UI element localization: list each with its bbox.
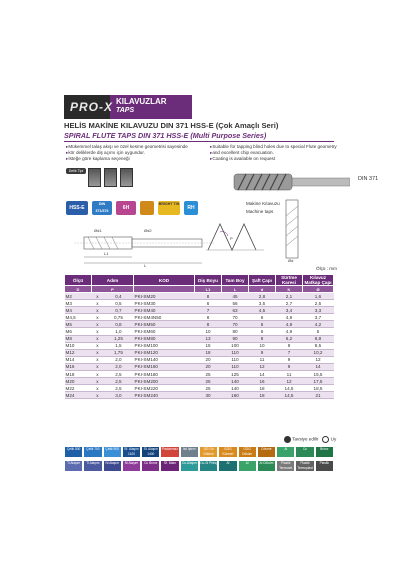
table-cell: M5: [65, 321, 92, 328]
material-chip: [103, 460, 122, 472]
table-cell: 10,2: [303, 349, 334, 356]
brand-logo: PRO-X: [70, 100, 114, 114]
material-chip: [122, 460, 141, 472]
angle-chip: RH: [184, 201, 198, 215]
table-cell: x: [92, 321, 104, 328]
table-row: [65, 371, 334, 378]
material-label: Cu-Si Pirinç: [200, 461, 218, 465]
material-chip: [83, 460, 102, 472]
feature-tr-1: ▸ Mükemmel talaş akışı ve özel kesme geometrisi sayesinde: [66, 144, 188, 150]
table-row: [65, 378, 334, 385]
material-label: Al Döküm: [259, 461, 274, 465]
sub-drill: Ø: [303, 286, 334, 293]
table-cell: PKI-SM80: [134, 335, 195, 342]
table-cell: 18,5: [303, 385, 334, 392]
table-row: [65, 385, 334, 392]
table-row: [65, 335, 334, 342]
material-chip: HSS-E: [66, 201, 88, 215]
table-cell: PKI-SM60: [134, 328, 195, 335]
table-cell: x: [92, 293, 104, 300]
material-chip: [141, 460, 160, 472]
table-cell: 6: [195, 300, 222, 307]
table-cell: 4,2: [303, 321, 334, 328]
material-label: Bronz: [320, 447, 329, 451]
table-row: [65, 293, 334, 300]
table-cell: 25: [195, 385, 222, 392]
material-chip: [122, 446, 141, 458]
dim-d1: Ød1: [94, 228, 102, 233]
table-cell: 63: [222, 307, 249, 314]
sub-l: L: [222, 286, 249, 293]
table-cell: x: [92, 378, 104, 385]
table-row: [65, 307, 334, 314]
table-cell: 25: [195, 371, 222, 378]
sub-d: d: [249, 286, 276, 293]
table-cell: 15,5: [303, 371, 334, 378]
standard-chip: DIN 371/376: [92, 201, 112, 215]
table-cell: 25: [195, 378, 222, 385]
table-cell: 8: [195, 293, 222, 300]
table-cell: PKI-SM30: [134, 300, 195, 307]
table-cell: 6: [249, 314, 276, 321]
legend: [284, 436, 336, 443]
table-cell: M3: [65, 300, 92, 307]
unit-label: Ölçü : mm: [316, 266, 337, 271]
table-cell: PKI-SM50: [134, 321, 195, 328]
table-cell: M14: [65, 356, 92, 363]
material-label: Sf. Bakır: [163, 461, 177, 465]
thread-pitch-label: P: [230, 236, 233, 241]
table-cell: PKI-SM140: [134, 356, 195, 363]
table-cell: 2,5: [103, 371, 133, 378]
col-size: Ölçü: [65, 275, 92, 286]
material-label: Sf. Alaşım 1400: [143, 447, 158, 456]
table-cell: 30: [195, 392, 222, 399]
material-label: Al: [245, 461, 249, 465]
material-label: Al: [284, 447, 288, 451]
col-thread-length: Diş Boyu: [195, 275, 222, 286]
sub-size: D: [65, 286, 92, 293]
table-cell: 2,0: [103, 363, 133, 370]
thread-profile-diagram: [206, 210, 266, 262]
material-chip: [276, 446, 295, 458]
material-chip: [199, 446, 218, 458]
material-chip: [218, 446, 237, 458]
material-label: GGG Küresel: [222, 447, 234, 456]
material-label: Paslanmaz: [162, 447, 178, 451]
table-cell: 110: [222, 349, 249, 356]
dim-l1: L1: [104, 251, 109, 256]
material-chip: [160, 460, 179, 472]
table-cell: M18: [65, 371, 92, 378]
recommended-dot-icon: [284, 436, 291, 443]
material-chip: [180, 460, 199, 472]
tolerance-chip: 6H: [116, 201, 136, 215]
table-cell: M22: [65, 385, 92, 392]
spiral-tap-image: [230, 168, 350, 196]
material-label: Çelik 700: [86, 447, 100, 451]
sub-k: K: [276, 286, 303, 293]
table-cell: x: [92, 307, 104, 314]
table-cell: 56: [222, 300, 249, 307]
table-cell: 160: [222, 392, 249, 399]
table-cell: 17,5: [303, 378, 334, 385]
table-cell: x: [92, 314, 104, 321]
col-code: KOD: [134, 275, 195, 286]
material-chip: [238, 446, 257, 458]
feature-tr-3: ▸ İsteğe göre kaplama seçeneği: [66, 156, 188, 162]
table-cell: 4,9: [276, 314, 303, 321]
table-cell: x: [92, 371, 104, 378]
title-divider: [64, 141, 334, 142]
table-cell: 2,7: [276, 300, 303, 307]
material-label: GGG Döküm: [242, 447, 253, 456]
table-cell: M4: [65, 307, 92, 314]
drill-type-label: Delik Tipi: [66, 168, 86, 174]
feature-tr-2: ▸ kör deliklerde diş açımı için uygundur.: [66, 150, 188, 156]
table-cell: PKI-SM160: [134, 363, 195, 370]
table-cell: 140: [222, 385, 249, 392]
table-cell: 4,9: [276, 328, 303, 335]
material-chip: [276, 460, 295, 472]
table-cell: x: [92, 335, 104, 342]
material-chip: [180, 446, 199, 458]
table-cell: x: [92, 349, 104, 356]
table-cell: 9: [249, 349, 276, 356]
material-chip: [295, 460, 314, 472]
suitable-dot-icon: [322, 436, 329, 443]
product-title-en: SPIRAL FLUTE TAPS DIN 371 HSS-E (Multi Purpose Series): [64, 131, 267, 140]
material-label: Plastik Termoset: [279, 461, 293, 470]
table-cell: 3,3: [303, 307, 334, 314]
table-cell: 16: [249, 378, 276, 385]
table-cell: x: [92, 300, 104, 307]
table-cell: 2,5: [303, 300, 334, 307]
table-cell: 14: [249, 371, 276, 378]
material-row-2: [64, 460, 334, 472]
through-hole-icon: [104, 168, 117, 187]
table-cell: 8: [195, 321, 222, 328]
din-label: DIN 371: [358, 176, 379, 182]
table-cell: PKI-SM4N50: [134, 314, 195, 321]
col-total-length: Tam Boy: [222, 275, 249, 286]
table-cell: 1,25: [103, 335, 133, 342]
feature-en-1: ▸ Suitable for tapping blind holes due to special Flute geometry: [210, 144, 337, 150]
material-chip: [141, 446, 160, 458]
table-row: [65, 392, 334, 399]
category-title-en: TAPS: [116, 107, 135, 114]
material-chip: [295, 446, 314, 458]
material-label: Cu-Alaşım: [181, 461, 197, 465]
table-row: [65, 349, 334, 356]
legend-recommended: Tavsiye edilir: [292, 436, 319, 442]
table-cell: M2: [65, 293, 92, 300]
material-chip: [218, 460, 237, 472]
table-cell: 12: [276, 378, 303, 385]
deep-hole-icon: [120, 168, 133, 187]
table-cell: x: [92, 392, 104, 399]
material-chip: [257, 446, 276, 458]
coating-chip: BRIGHT TiN: [158, 201, 180, 215]
square-shank-diagram: [280, 196, 304, 262]
table-cell: 20: [195, 356, 222, 363]
table-cell: 5: [303, 328, 334, 335]
material-label: Al: [226, 461, 230, 465]
table-cell: 14: [303, 363, 334, 370]
features-tr: [66, 144, 188, 163]
table-row: [65, 342, 334, 349]
table-cell: 1,0: [103, 328, 133, 335]
table-row: [65, 314, 334, 321]
table-cell: PKI-SM20: [134, 293, 195, 300]
table-cell: 6: [249, 321, 276, 328]
table-cell: 14,5: [276, 392, 303, 399]
table-cell: 21: [303, 392, 334, 399]
legend-suitable: Uy: [330, 436, 337, 442]
blind-hole-icon: [88, 168, 101, 187]
table-cell: 2,5: [103, 385, 133, 392]
purpose-tr: Makine Kılavuzu: [246, 201, 280, 206]
table-cell: M6: [65, 328, 92, 335]
table-cell: 9: [276, 363, 303, 370]
table-cell: M4,5: [65, 314, 92, 321]
table-cell: PKI-SM100: [134, 342, 195, 349]
table-cell: 2,1: [276, 293, 303, 300]
table-cell: 110: [222, 356, 249, 363]
col-drill-dia: Kılavuz Matkap Çapı: [304, 275, 332, 285]
table-cell: 2,8: [249, 293, 276, 300]
table-cell: 3,0: [103, 392, 133, 399]
table-cell: M10: [65, 342, 92, 349]
material-label: Çelik 900: [105, 447, 119, 451]
col-square: Sürtme Karesi: [276, 275, 303, 286]
table-cell: 18: [195, 349, 222, 356]
col-shank-dia: Şaft Çapı: [249, 275, 276, 286]
table-cell: 4,9: [276, 321, 303, 328]
table-cell: 12: [303, 356, 334, 363]
table-cell: M20: [65, 378, 92, 385]
table-cell: M12: [65, 349, 92, 356]
shank-diameter-label: Ød: [288, 258, 294, 262]
table-cell: M24: [65, 392, 92, 399]
table-cell: 8: [195, 314, 222, 321]
table-cell: 6: [249, 328, 276, 335]
table-cell: 8: [249, 335, 276, 342]
material-chip: [64, 446, 83, 458]
material-label: Ti Alaşım: [86, 461, 100, 465]
table-cell: PKI-SM240: [134, 392, 195, 399]
table-cell: 2,0: [103, 356, 133, 363]
material-chip: [315, 446, 334, 458]
table-cell: PKI-SM40: [134, 307, 195, 314]
table-cell: 18: [249, 392, 276, 399]
table-cell: M8: [65, 335, 92, 342]
features-en: [210, 144, 337, 163]
table-cell: 11: [249, 356, 276, 363]
material-label: Cu: [302, 447, 308, 451]
table-cell: 100: [222, 342, 249, 349]
table-cell: 1,5: [103, 342, 133, 349]
table-cell: 1,6: [303, 293, 334, 300]
material-chip: [315, 460, 334, 472]
table-cell: 140: [222, 378, 249, 385]
material-label: Plastik: [319, 461, 329, 465]
table-cell: 10: [249, 342, 276, 349]
material-label: Çelik 500: [66, 447, 81, 451]
material-row-1: [64, 446, 334, 458]
table-cell: x: [92, 328, 104, 335]
material-label: Ti Alaşım: [67, 461, 81, 465]
table-cell: 110: [222, 363, 249, 370]
material-label: Sf. Alaşım 1100: [124, 447, 139, 456]
table-cell: 12: [249, 363, 276, 370]
table-cell: 90: [222, 335, 249, 342]
purpose-en: Machine taps: [246, 209, 274, 214]
material-chip: [103, 446, 122, 458]
sub-code: [134, 286, 195, 293]
product-table: [64, 274, 334, 399]
table-row: [65, 321, 334, 328]
table-cell: 18: [249, 385, 276, 392]
table-cell: 0,7: [103, 307, 133, 314]
table-cell: x: [92, 356, 104, 363]
product-title-tr: HELİS MAKİNE KILAVUZU DIN 371 HSS-E (Çok Amaçlı Seri): [64, 121, 279, 130]
table-cell: 8: [276, 342, 303, 349]
table-cell: PKI-SM180: [134, 371, 195, 378]
material-label: Isıl İşlem: [183, 447, 196, 451]
table-row: [65, 300, 334, 307]
coating-swatch-icon: [140, 201, 154, 215]
table-cell: 80: [222, 328, 249, 335]
feature-en-2: ▸ and excellent chip evacuation.: [210, 150, 337, 156]
table-cell: 3,5: [249, 300, 276, 307]
table-cell: 4,5: [249, 307, 276, 314]
sub-l1: L1: [195, 286, 222, 293]
spec-chips: [66, 201, 198, 215]
material-chip: [64, 460, 83, 472]
table-cell: 7: [276, 349, 303, 356]
table-cell: 0,4: [103, 293, 133, 300]
sub-pitch: P: [92, 286, 134, 293]
table-cell: 3,4: [276, 307, 303, 314]
material-label: Cu Bronz: [144, 461, 158, 465]
table-cell: 8,5: [303, 342, 334, 349]
table-cell: 0,75: [103, 314, 133, 321]
table-cell: 125: [222, 371, 249, 378]
table-cell: 2,5: [103, 378, 133, 385]
table-cell: 7: [195, 307, 222, 314]
table-cell: 45: [222, 293, 249, 300]
table-cell: 11: [276, 371, 303, 378]
drill-type-icons: [88, 168, 133, 187]
table-cell: 15: [195, 342, 222, 349]
material-chip: [199, 460, 218, 472]
material-label: Dövme: [261, 447, 272, 451]
table-row: [65, 363, 334, 370]
material-chip: [160, 446, 179, 458]
table-cell: x: [92, 342, 104, 349]
table-cell: 6,8: [303, 335, 334, 342]
material-chip: [83, 446, 102, 458]
table-cell: 3,7: [303, 314, 334, 321]
table-cell: PKI-SM200: [134, 378, 195, 385]
table-cell: x: [92, 385, 104, 392]
table-cell: x: [92, 363, 104, 370]
dim-l: L: [144, 263, 147, 268]
table-cell: 10: [195, 328, 222, 335]
category-title-tr: KILAVUZLAR: [116, 97, 167, 106]
table-cell: 20: [195, 363, 222, 370]
feature-en-3: ▸ Coating is available on request: [210, 156, 337, 162]
dim-d2: Ød2: [144, 228, 152, 233]
table-cell: 6,2: [276, 335, 303, 342]
table-cell: 70: [222, 321, 249, 328]
material-chip: [257, 460, 276, 472]
table-cell: 13: [195, 335, 222, 342]
table-cell: 1,75: [103, 349, 133, 356]
table-cell: M16: [65, 363, 92, 370]
material-label: GG Gri Döküm: [203, 447, 214, 456]
col-pitch: Adım: [92, 275, 134, 286]
table-cell: PKI-SM120: [134, 349, 195, 356]
table-row: [65, 328, 334, 335]
material-label: Ni Alaşım: [124, 461, 139, 465]
table-row: [65, 356, 334, 363]
material-label: Plastik Termoplast: [297, 461, 313, 470]
material-chip: [238, 460, 257, 472]
table-cell: 0,8: [103, 321, 133, 328]
material-label: Ni Alaşım: [105, 461, 119, 465]
table-cell: 70: [222, 314, 249, 321]
table-cell: 14,5: [276, 385, 303, 392]
table-cell: 0,5: [103, 300, 133, 307]
table-cell: PKI-SM220: [134, 385, 195, 392]
table-cell: 9: [276, 356, 303, 363]
